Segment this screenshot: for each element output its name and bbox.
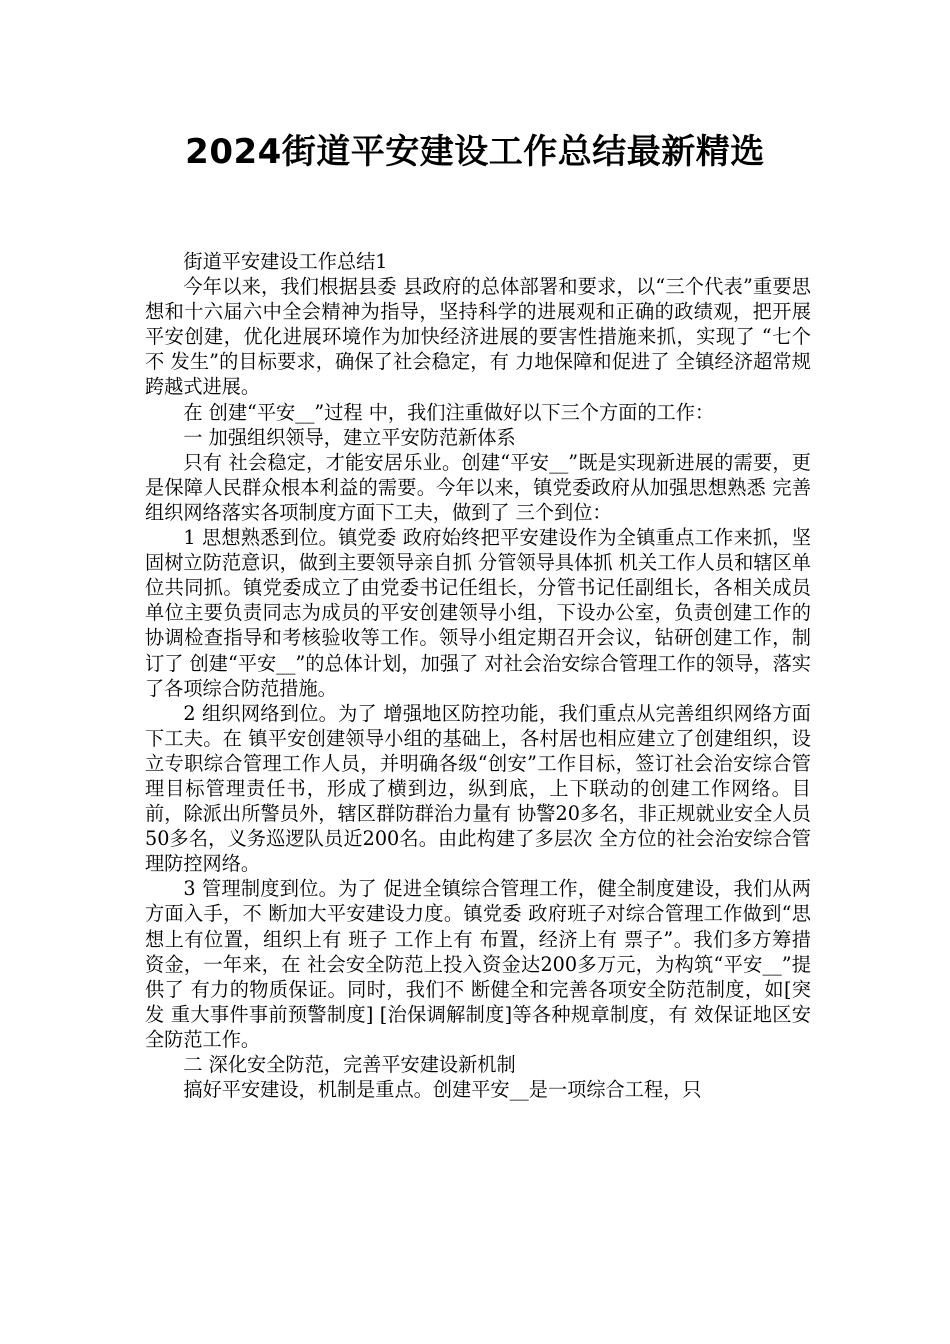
paragraph-5: 1 思想熟悉到位。镇党委 政府始终把平安建设作为全镇重点工作来抓，坚固树立防范意识，做到主要领导亲自抓 分管领导具体抓 机关工作人员和辖区单位共同抓。镇党委成立了由党委书记任组长，分管书记任副组长，各相关成员单位主要负责同志为成员的平安创建领导小组，下设办公室，负责创建工作的协调检查指导和考核验收等工作。领导小组定期召开会议，钻研创建工作，制订了 创建“平安__”的总体计划，加强了 对社会治安综合管理工作的领导，落实了各项综合防范措施。 xyxy=(145,526,811,700)
paragraph-1: 街道平安建设工作总结1 xyxy=(183,250,388,273)
paragraph-8: 搞好平安建设，机制是重点。创建平安__是一项综合工程，只 xyxy=(183,1078,702,1102)
paragraph-6: 2 组织网络到位。为了 增强地区防控功能，我们重点从完善组织网络方面下工夫。在 镇平安创建领导小组的基础上，各村居也相应建立了创建组织，设立专职综合管理工作人员，并明确各级“创安”工作目标，签订社会治安综合管理目标管理责任书，形成了横到边，纵到底，上下联动的创建工作网络。目前，除派出所警员外，辖区群防群治力量有 协警20多名，非正规就业安全人员50多名，义务巡逻队员近200名。由此构建了多层次 全方位的社会治安综合管理防控网络。 xyxy=(145,701,811,876)
section-heading-2: 二 深化安全防范，完善平安建设新机制 xyxy=(183,1053,516,1076)
paragraph-7: 3 管理制度到位。为了 促进全镇综合管理工作，健全制度建设，我们从两方面入手，不 断加大平安建设力度。镇党委 政府班子对综合管理工作做到“思想上有位置，组织上有 班子 工作上有 布置，经济上有 票子”。我们多方筹措资金，一年来，在 社会安全防范上投入资金达200多万元，为构筑“平安__”提供了 有力的物质保证。同时，我们不 断健全和完善各项安全防范制度，如[突发 重大事件事前预警制度] [治保调解制度]等各种规章制度，有 效保证地区安全防范工作。 xyxy=(145,877,811,1051)
paragraph-3: 在 创建“平安__”过程 中，我们注重做好以下三个方面的工作： xyxy=(183,400,715,424)
section-heading-1: 一 加强组织领导，建立平安防范新体系 xyxy=(183,425,516,449)
paragraph-2: 今年以来，我们根据县委 县政府的总体部署和要求，以“三个代表”重要思想和十六届六中全会精神为指导，坚持科学的进展观和正确的政绩观，把开展平安创建，优化进展环境作为加快经济进展的要害性措施来抓，实现了 “七个不 发生”的目标要求，确保了社会稳定，有 力地保障和促进了 全镇经济超常规 跨越式进展。 xyxy=(145,275,811,399)
paragraph-4: 只有 社会稳定，才能安居乐业。创建“平安__”既是实现新进展的需要，更是保障人民群众根本利益的需要。今年以来，镇党委政府从加强思想熟悉 完善组织网络落实各项制度方面下工夫，做到了 三个到位： xyxy=(145,450,811,524)
document-body xyxy=(145,249,811,1102)
document-title: 2024街道平安建设工作总结最新精选 xyxy=(185,132,765,172)
